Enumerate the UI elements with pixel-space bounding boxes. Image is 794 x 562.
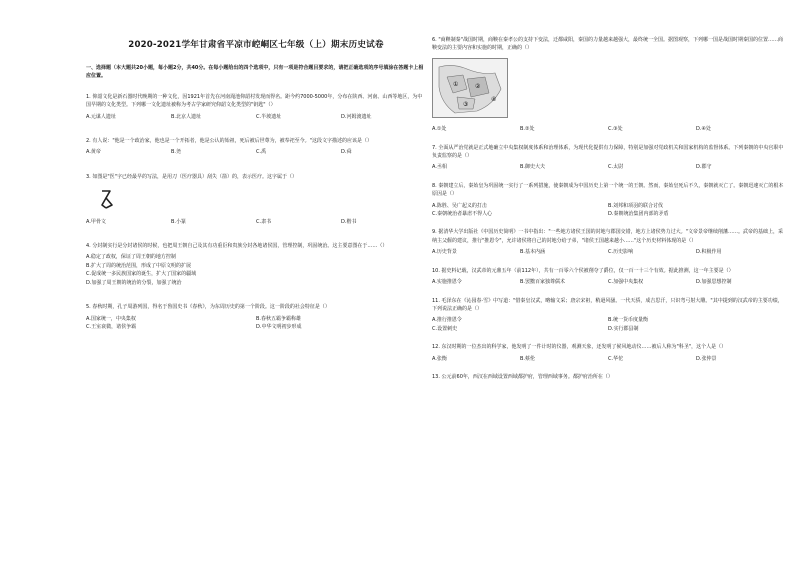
question-9 bbox=[432, 228, 784, 256]
question-4 bbox=[86, 242, 426, 287]
question-5 bbox=[86, 303, 426, 331]
option-b[interactable]: B.罢黜百家独尊儒术 bbox=[520, 279, 566, 286]
option-d[interactable]: D.加强了周王朝的统治的分裂，加强了统治 bbox=[86, 279, 182, 286]
option-row bbox=[432, 355, 784, 363]
option-d[interactable]: D.舜 bbox=[341, 149, 352, 156]
warring-states-map-figure bbox=[432, 58, 508, 118]
option-d[interactable]: D.中华文明初步形成 bbox=[256, 323, 302, 330]
question-stem: 5. 春秋时期，孔子周游列国，得名于鲁国史书《春秋》，为东周历史的第一个阶段。这一阶段的社会特征是（） bbox=[86, 304, 330, 311]
map-label-4: ④ bbox=[491, 95, 497, 103]
option-b[interactable]: B.蔡伦 bbox=[520, 355, 536, 362]
question-stem: 9. 据清华大学出版社《中国历史简明》一书中指出："一些地方诸侯王国的封地与郡国交错，地方上诸侯势力过大。"文帝景帝继续削藩……。武帝的基础上，采纳主父偃的建议，推行"推恩令"，允许诸侯将自己的封地分给子弟，"诸侯王国越来越小……"这个历史材料体现的是（） bbox=[432, 229, 783, 244]
option-d[interactable]: D.河姆渡遗址 bbox=[341, 113, 372, 120]
option-a[interactable]: A.元谋人遗址 bbox=[86, 113, 116, 120]
option-d[interactable]: D.积极作用 bbox=[696, 249, 722, 256]
option-c[interactable]: C.王室衰微，诸侯争霸 bbox=[86, 323, 137, 330]
option-row bbox=[86, 148, 426, 156]
option-b[interactable]: B.北京人遗址 bbox=[171, 113, 202, 120]
question-stem: 12. 东汉时期的一位杰出的科学家，他发明了一件计时的仪器，观测天象，还发明了候风地动仪……被后人称为"科圣"，这个人是（） bbox=[432, 344, 727, 351]
option-d[interactable]: D.实行郡县制 bbox=[608, 325, 639, 332]
option-d[interactable]: D.加强思想控制 bbox=[696, 279, 732, 286]
question-8 bbox=[432, 182, 784, 219]
option-b[interactable]: B.御史大夫 bbox=[520, 164, 546, 171]
option-b[interactable]: B.小篆 bbox=[171, 218, 187, 225]
question-10 bbox=[432, 267, 784, 287]
question-2 bbox=[86, 137, 426, 157]
option-a[interactable]: A.丞相 bbox=[432, 164, 447, 171]
map-label-2: ② bbox=[475, 82, 481, 90]
option-c[interactable]: C.③处 bbox=[608, 126, 623, 133]
question-stem: 2. 有人说："他是一个政治家，他也是一个开拓者，他是公认的始祖，死后被后世尊为，被奉祀至今。"这段文字描述的应该是（） bbox=[86, 138, 372, 145]
option-a[interactable]: A.黄帝 bbox=[86, 149, 101, 156]
option-a[interactable]: A.稳定了政权，保证了周王朝的地方控制 bbox=[86, 254, 176, 261]
option-row bbox=[432, 248, 784, 256]
option-d[interactable]: D.张仲景 bbox=[696, 355, 717, 362]
option-a[interactable]: A.张衡 bbox=[432, 355, 447, 362]
option-a[interactable]: A.甲骨文 bbox=[86, 218, 106, 225]
option-c[interactable]: C.禹 bbox=[256, 149, 267, 156]
question-13 bbox=[432, 373, 784, 381]
section-heading: 一、选择题（本大题共20小题，每小题2分，共40分。在每小题给出的四个选项中，只有一项是符合题目要求的，请把正确选项的序号填涂在答题卡上相应位置。 bbox=[86, 65, 424, 80]
option-c[interactable]: C.太尉 bbox=[608, 164, 624, 171]
ancient-character-figure bbox=[98, 188, 120, 210]
option-b[interactable]: B.基本内涵 bbox=[520, 249, 546, 256]
option-d[interactable]: D.④处 bbox=[696, 126, 711, 133]
option-row bbox=[432, 202, 784, 219]
option-b[interactable]: B.扩大了周的统治范围，形成了中原文明的扩展 bbox=[86, 262, 192, 269]
option-c[interactable]: C.秦朝统治者暴虐不得人心 bbox=[432, 211, 493, 218]
option-a[interactable]: A.①处 bbox=[432, 126, 447, 133]
option-a[interactable]: A.国家统一，中央集权 bbox=[86, 315, 136, 322]
option-d[interactable]: D.秦朝统治集团内部的矛盾 bbox=[608, 211, 669, 218]
question-stem: 11. 毛泽东在《沁园春·雪》中写道："惜秦皇汉武，略输文采；唐宗宋祖，稍逊风骚。一代天骄，成吉思汗，只识弯弓射大雕。"其中提到的汉武帝的主要功绩，下列说法正确的是（） bbox=[432, 297, 783, 312]
option-c[interactable]: C.加强中央集权 bbox=[608, 279, 644, 286]
option-a[interactable]: A.历史背景 bbox=[432, 249, 457, 256]
question-stem: 7. 全面从严治党就是正式地确立中央集权制度体系和治理体系，为现代化提供有力保障，特别是加强对党政机关和国家机构的监督体系。下列秦朝的中央官职中负责监察的是（） bbox=[432, 144, 784, 160]
option-row bbox=[86, 253, 426, 287]
question-stem: 10. 据史料记载，汉武帝的元鼎五年（前112年），共有一百零六个侯被削夺了爵位，仅一百一十三个有效。据此推测，这一年主要是（） bbox=[432, 267, 734, 274]
question-12 bbox=[432, 343, 784, 363]
question-stem: 3. 如图是"医"字已经最早的写法，是用刀（医疗器具）刮失（箭）的，表示医疗。这字属于（） bbox=[86, 173, 297, 180]
option-row bbox=[86, 315, 426, 332]
question-3 bbox=[86, 173, 426, 226]
option-c[interactable]: C.半坡遗址 bbox=[256, 113, 282, 120]
option-row bbox=[432, 278, 784, 286]
option-c[interactable]: C.促成统一多民族国家的诞生，扩大了国家的疆域 bbox=[86, 271, 197, 278]
left-column bbox=[86, 30, 426, 336]
question-11 bbox=[432, 297, 784, 334]
question-stem: 6. "商鞅制秦"战国时期，商鞅在秦孝公的支持下变法，迁都咸阳，秦国的力量越来越强大，最终统一全国。据图观察，下列哪一国是战国时期秦国的位置……商鞅变法的主要内容和实施的时期，正确的（） bbox=[432, 37, 783, 52]
question-7 bbox=[432, 144, 784, 172]
question-stem: 4. 分封制实行是分封诸侯的时候，也把周王朝自己及其有功重臣和贵族分封各地诸侯国，管理控制，巩固统治。这主要意图在于……（） bbox=[86, 243, 388, 250]
option-c[interactable]: C.历史影响 bbox=[608, 249, 634, 256]
option-a[interactable]: A.实施推恩令 bbox=[432, 279, 462, 286]
question-stem: 8. 秦朝建立后，秦始皇为巩固统一实行了一系列措施，使秦朝成为中国历史上第一个统一的王朝。然而，秦始皇死后不久，秦朝就灭亡了。秦朝迅速灭亡的根本原因是（） bbox=[432, 182, 784, 198]
question-1 bbox=[86, 93, 426, 121]
option-b[interactable]: B.②处 bbox=[520, 126, 535, 133]
exam-title: 2020-2021学年甘肃省平凉市崆峒区七年级（上）期末历史试卷 bbox=[128, 40, 384, 50]
option-d[interactable]: D.楷书 bbox=[341, 218, 357, 225]
option-row bbox=[86, 218, 426, 226]
option-row bbox=[432, 163, 784, 171]
map-label-1: ① bbox=[453, 80, 459, 88]
option-b[interactable]: B.春秋五霸争霸称雄 bbox=[256, 315, 302, 322]
question-stem: 1. 仰韶文化是新石器时代晚期的一种文化，因1921年首先在河南渑池仰韶村发现而得名。距今约7000-5000年，分布在陕西、河南、山西等地区，为中国早期的文化类型。下列哪一文化遗址被称为考古学家研究仰韶文化类型的"钥匙"（） bbox=[86, 93, 423, 109]
option-a[interactable]: A.推行推恩令 bbox=[432, 317, 462, 324]
option-b[interactable]: B.统一货币度量衡 bbox=[608, 317, 649, 324]
option-c[interactable]: C.隶书 bbox=[256, 218, 272, 225]
option-row bbox=[432, 125, 784, 133]
option-b[interactable]: B.刘邦和项羽的联合讨伐 bbox=[608, 202, 664, 209]
option-row bbox=[86, 113, 426, 121]
option-row bbox=[432, 316, 784, 333]
map-label-3: ③ bbox=[463, 100, 469, 108]
option-c[interactable]: C.设置刺史 bbox=[432, 325, 458, 332]
question-6 bbox=[432, 36, 784, 134]
right-column bbox=[432, 36, 784, 386]
option-d[interactable]: D.郡守 bbox=[696, 164, 712, 171]
option-a[interactable]: A.陈胜、吴广起义的打击 bbox=[432, 202, 487, 209]
option-c[interactable]: C.华佗 bbox=[608, 355, 624, 362]
question-stem: 13. 公元前60年，西汉在西域设置西域都护府，管理西域事务。都护府治所在（） bbox=[432, 373, 613, 380]
option-b[interactable]: B.尧 bbox=[171, 149, 182, 156]
